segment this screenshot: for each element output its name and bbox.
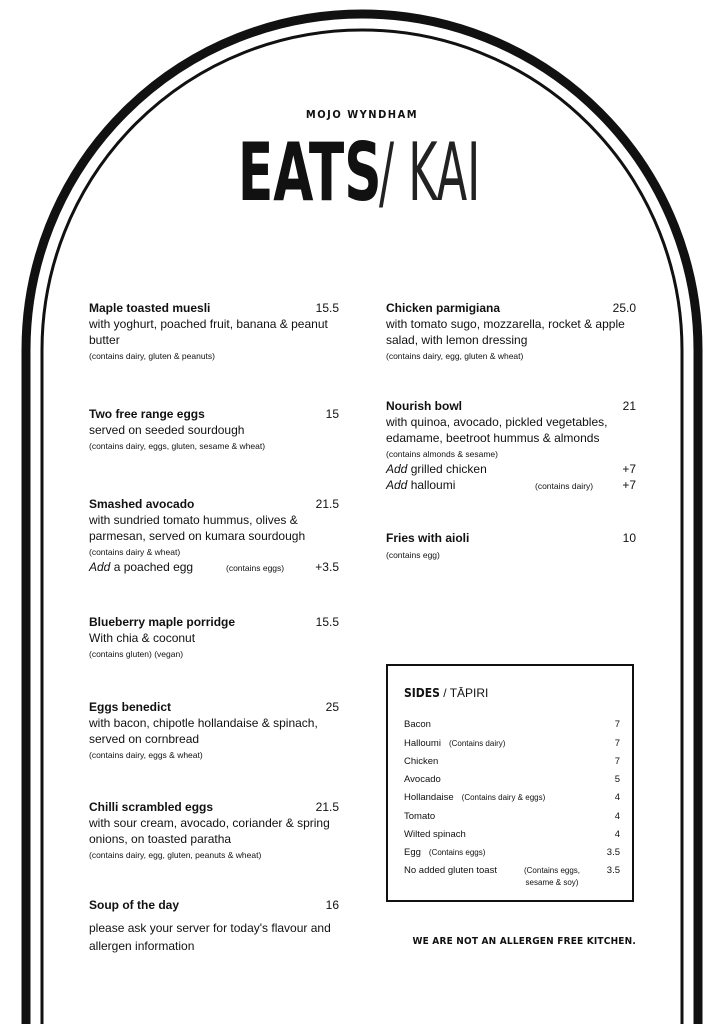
item-allergens: (contains dairy, egg, gluten & wheat) [386, 351, 524, 361]
item-price: 16 [325, 898, 339, 912]
addon-prefix: Add [386, 478, 408, 492]
item-allergens: (contains dairy, eggs, gluten, sesame & wheat) [89, 441, 266, 451]
side-item [404, 738, 620, 750]
menu-item [386, 300, 636, 363]
item-name: Fries with aioli [386, 531, 470, 545]
side-item [404, 792, 620, 804]
addon-price: +7 [622, 478, 636, 492]
side-name: Chicken [404, 756, 439, 767]
addon-text: grilled chicken [410, 462, 487, 476]
item-description: with tomato sugo, mozzarella, rocket & apple salad, with lemon dressing [386, 317, 625, 347]
item-price: 10 [622, 531, 636, 545]
side-price: 7 [614, 738, 620, 749]
side-name: Hollandaise [404, 792, 454, 803]
item-name: Nourish bowl [386, 399, 462, 413]
addon-price: +3.5 [315, 560, 339, 574]
side-price: 4 [614, 811, 620, 822]
addon-note: (contains eggs) [226, 563, 285, 573]
item-description: with sour cream, avocado, coriander & spring onions, on toasted paratha [89, 816, 330, 846]
side-item [404, 811, 620, 823]
item-name: Chicken parmigiana [386, 301, 501, 315]
addon-note: (contains dairy) [535, 481, 594, 491]
page-title [0, 128, 724, 218]
item-price: 15 [325, 407, 339, 421]
item-allergens: (contains egg) [386, 550, 440, 560]
side-item [404, 756, 620, 768]
menu-item [386, 530, 636, 562]
menu-item [386, 398, 636, 493]
side-name: Avocado [404, 774, 441, 785]
addon-prefix: Add [386, 462, 408, 476]
item-price: 25.0 [612, 301, 636, 315]
sides-title-light: / TĀPIRI [443, 686, 489, 700]
item-name: Blueberry maple porridge [89, 615, 236, 629]
side-note: (Contains dairy) [448, 739, 506, 748]
menu-item [89, 406, 339, 453]
item-allergens: (contains dairy, egg, gluten, peanuts & wheat) [89, 850, 262, 860]
item-price: 21.5 [315, 800, 339, 814]
side-name: Halloumi [404, 738, 441, 749]
item-description: with yoghurt, poached fruit, banana & peanut butter [89, 317, 328, 347]
menu-item [89, 614, 339, 661]
allergen-disclaimer: WE ARE NOT AN ALLERGEN FREE KITCHEN. [412, 936, 636, 947]
side-price: 7 [614, 756, 620, 767]
item-description: please ask your server for today's flavour and allergen information [89, 921, 331, 953]
item-description: With chia & coconut [89, 631, 196, 645]
item-name: Eggs benedict [89, 700, 172, 714]
menu-item [89, 699, 339, 762]
item-price: 15.5 [315, 301, 339, 315]
item-addon [386, 461, 636, 477]
item-allergens: (contains dairy & wheat) [89, 547, 181, 557]
side-item [404, 829, 620, 841]
side-price: 7 [614, 719, 620, 730]
item-name: Chilli scrambled eggs [89, 800, 214, 814]
side-note: (Contains dairy & eggs) [461, 793, 546, 802]
side-item [404, 865, 620, 887]
addon-text: a poached egg [113, 560, 194, 574]
addon-prefix: Add [89, 560, 111, 574]
side-item [404, 774, 620, 786]
side-price: 3.5 [606, 847, 620, 858]
addon-price: +7 [622, 462, 636, 476]
menu-item [89, 300, 339, 363]
side-name: Bacon [404, 719, 431, 730]
title-eats: EATS [237, 126, 382, 219]
side-price: 5 [614, 774, 620, 785]
addon-text: halloumi [410, 478, 456, 492]
item-price: 21.5 [315, 497, 339, 511]
brand-name: MOJO WYNDHAM [305, 108, 419, 121]
title-kai: / KAI [378, 126, 480, 219]
item-name: Smashed avocado [89, 497, 195, 511]
item-allergens: (contains dairy, eggs & wheat) [89, 750, 203, 760]
item-addon [89, 559, 339, 575]
item-name: Soup of the day [89, 898, 179, 912]
side-price: 3.5 [606, 865, 620, 876]
item-allergens: (contains dairy, gluten & peanuts) [89, 351, 215, 361]
item-description: served on seeded sourdough [89, 423, 245, 437]
menu-item [89, 496, 339, 575]
item-price: 15.5 [315, 615, 339, 629]
item-allergens: (contains almonds & sesame) [386, 449, 498, 459]
side-note: (Contains eggs) [428, 848, 486, 857]
sides-title-bold: SIDES [404, 686, 440, 700]
item-allergens: (contains gluten) (vegan) [89, 649, 184, 659]
side-name: Wilted spinach [404, 829, 466, 840]
side-item [404, 719, 620, 731]
side-price: 4 [614, 792, 620, 803]
sides-title [404, 686, 488, 700]
side-item [404, 847, 620, 859]
item-description: with sundried tomato hummus, olives & parmesan, served on kumara sourdough [89, 513, 306, 543]
item-name: Maple toasted muesli [89, 301, 211, 315]
item-price: 25 [325, 700, 339, 714]
item-price: 21 [622, 399, 636, 413]
side-note: (Contains eggs, sesame & soy) [523, 866, 581, 887]
side-name: Egg [404, 847, 421, 858]
item-description: with bacon, chipotle hollandaise & spinach, served on cornbread [89, 716, 318, 746]
side-name: Tomato [404, 811, 436, 822]
item-addon [386, 477, 636, 493]
item-description: with quinoa, avocado, pickled vegetables, edamame, beetroot hummus & almonds [386, 415, 608, 445]
sides-box [386, 664, 634, 902]
menu-item [89, 897, 339, 955]
item-name: Two free range eggs [89, 407, 205, 421]
side-name: No added gluten toast [404, 865, 497, 876]
side-price: 4 [614, 829, 620, 840]
menu-item [89, 799, 339, 862]
